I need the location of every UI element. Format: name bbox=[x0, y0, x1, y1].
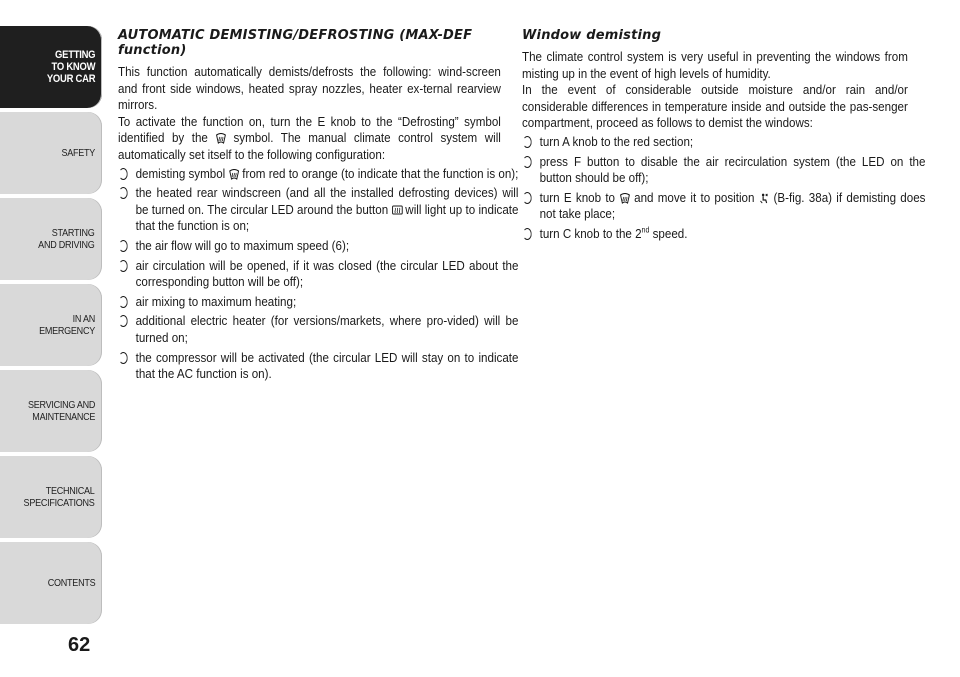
list-item bbox=[522, 226, 925, 243]
defrost-icon bbox=[228, 169, 239, 180]
list-item bbox=[118, 313, 518, 346]
text-fragment: will light up to indicate that the function is on; bbox=[135, 201, 519, 234]
bullet-icon bbox=[523, 156, 532, 168]
text-fragment: from red to orange (to indicate that the function is on); bbox=[239, 165, 519, 181]
tab-label: TECHNICAL SPECIFICATIONS bbox=[24, 485, 95, 509]
rear-defrost-icon bbox=[391, 205, 402, 216]
bullet-icon bbox=[523, 136, 532, 148]
intro-paragraph: This function automatically demists/defrosts the following: wind-screen and front side windows, heated spray nozzles, heater ex-ternal rearview mirrors. bbox=[118, 64, 501, 113]
text-fragment: turn A knob to the red section; bbox=[539, 133, 694, 149]
text-fragment: the air flow will go to maximum speed (6); bbox=[135, 237, 350, 253]
section-title-window-demisting: Window demisting bbox=[522, 28, 662, 43]
windscreen-feet-airflow-icon bbox=[759, 193, 770, 204]
list-item bbox=[118, 350, 518, 383]
bullet-icon bbox=[523, 192, 532, 204]
defrost-icon bbox=[619, 193, 630, 204]
text-fragment: turn E knob to bbox=[539, 189, 620, 205]
right-column bbox=[522, 28, 926, 246]
bullet-icon bbox=[119, 168, 128, 180]
bullet-icon bbox=[119, 187, 128, 199]
text-fragment: symbol. The manual climate control system will automatically set itself to the following configuration: bbox=[118, 130, 501, 162]
demisting-paragraph-1: The climate control system is very useful in preventing the windows from misting up in the event of high levels of humidity. bbox=[522, 49, 908, 81]
list-item bbox=[118, 258, 518, 291]
list-item bbox=[118, 185, 518, 235]
tab-label: IN AN EMERGENCY bbox=[39, 313, 95, 337]
defrost-icon bbox=[215, 133, 226, 144]
bullet-icon bbox=[119, 240, 128, 252]
text-fragment: To activate the function on, turn the E knob to the “Defrosting” symbol identified by the bbox=[118, 113, 501, 146]
text-fragment: the heated rear windscreen (and all the installed defrosting devices) will be turned on. The circular LED around the button bbox=[135, 185, 519, 217]
tab-safety[interactable] bbox=[0, 112, 102, 194]
tab-servicing-and-maintenance[interactable] bbox=[0, 370, 102, 452]
demisting-paragraph-2: In the event of considerable outside moisture and/or rain and/or considerable differences in temperature inside and outside the pas-senger compartment, proceed as follows to demist the windows: bbox=[522, 82, 908, 131]
list-item bbox=[522, 190, 925, 223]
demisting-steps-list bbox=[522, 133, 926, 243]
section-title-max-def: AUTOMATIC DEMISTING/DEFROSTING (MAX-DEF function) bbox=[118, 28, 473, 58]
text-fragment: air mixing to maximum heating; bbox=[135, 293, 297, 309]
text-fragment: demisting symbol bbox=[135, 165, 229, 181]
text-fragment: air circulation will be opened, if it was closed (the circular LED about the corresponding button will be off); bbox=[135, 257, 519, 290]
ordinal-suffix: nd bbox=[641, 225, 650, 235]
list-item bbox=[118, 238, 518, 255]
list-item bbox=[522, 134, 925, 151]
list-item bbox=[118, 166, 518, 183]
bullet-icon bbox=[119, 260, 128, 272]
text-fragment: and move it to position bbox=[629, 189, 759, 205]
bullet-icon bbox=[119, 352, 128, 364]
tab-label: STARTING AND DRIVING bbox=[38, 227, 95, 251]
tab-label: CONTENTS bbox=[47, 577, 95, 589]
text-fragment: turn C knob to the 2 bbox=[539, 225, 642, 241]
tab-in-an-emergency[interactable] bbox=[0, 284, 102, 366]
text-fragment: speed. bbox=[649, 225, 688, 241]
text-fragment: (B-fig. 38a) if demisting does not take place; bbox=[539, 189, 926, 222]
tab-getting-to-know-your-car[interactable] bbox=[0, 26, 102, 108]
bullet-icon bbox=[119, 296, 128, 308]
tab-label: SERVICING AND MAINTENANCE bbox=[27, 399, 95, 423]
bullet-icon bbox=[523, 228, 532, 240]
text-fragment: additional electric heater (for versions/markets, where pro-vided) will be turned on; bbox=[135, 313, 519, 345]
page-number: 62 bbox=[68, 634, 91, 656]
tab-contents[interactable] bbox=[0, 542, 102, 624]
activation-paragraph bbox=[118, 114, 501, 164]
tab-starting-and-driving[interactable] bbox=[0, 198, 102, 280]
left-column bbox=[118, 28, 519, 386]
tab-label: SAFETY bbox=[61, 147, 95, 159]
bullet-icon bbox=[119, 315, 128, 327]
configuration-list bbox=[118, 165, 519, 383]
list-item bbox=[522, 154, 925, 187]
tab-technical-specifications[interactable] bbox=[0, 456, 102, 538]
text-fragment: press F button to disable the air recirculation system (the LED on the button should be off); bbox=[539, 153, 926, 186]
list-item bbox=[118, 294, 518, 311]
text-fragment: the compressor will be activated (the circular LED will stay on to indicate that the AC function is on). bbox=[135, 349, 519, 382]
tab-label: GETTING TO KNOW YOUR CAR bbox=[46, 49, 95, 85]
